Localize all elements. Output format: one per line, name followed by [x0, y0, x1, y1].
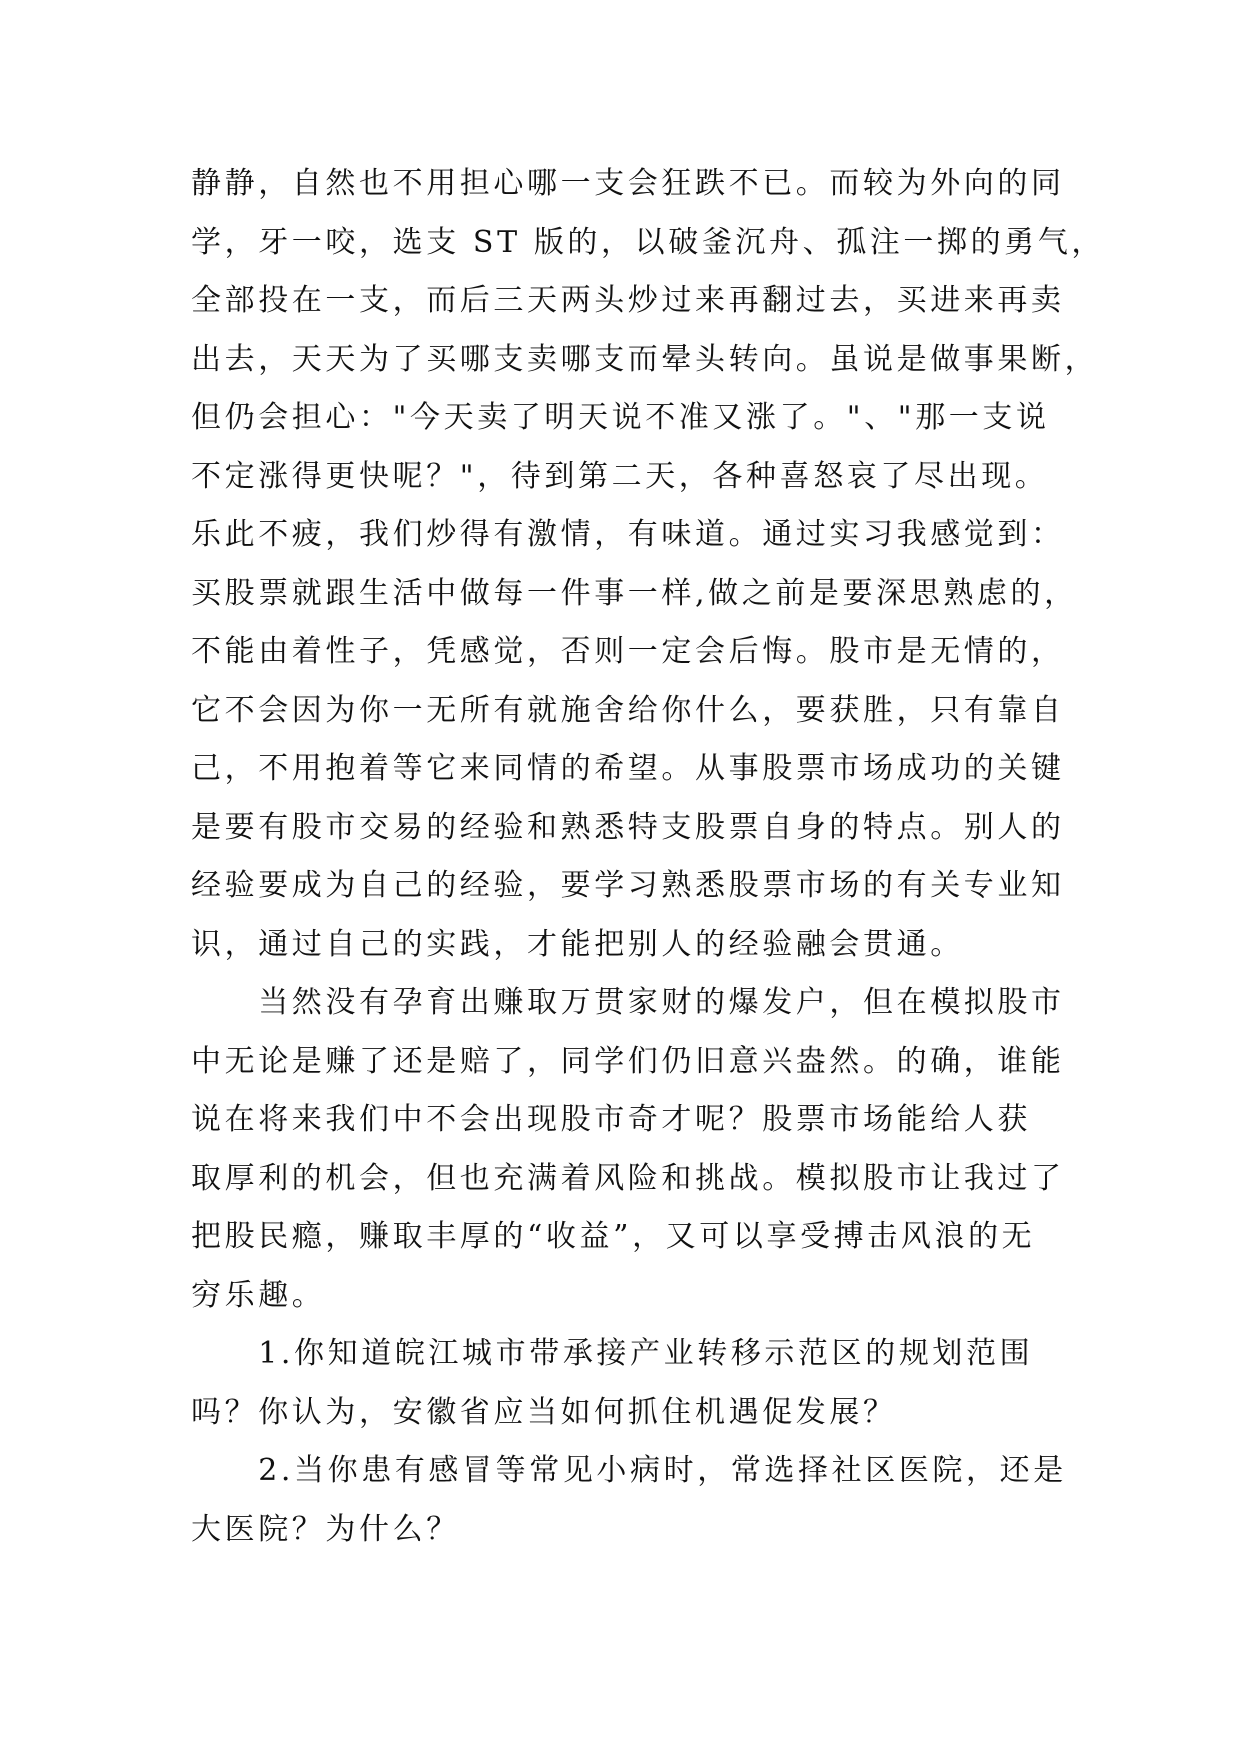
text-line: 大医院？为什么？: [191, 1511, 460, 1547]
text-line: 中无论是赚了还是赔了，同学们仍旧意兴盎然。的确，谁能: [191, 1043, 1065, 1079]
text-line: 学，牙一咬，选支 ST 版的，以破釜沉舟、孤注一掷的勇气，: [191, 224, 1106, 260]
text-line: 当然没有孕育出赚取万贯家财的爆发户，但在模拟股市: [191, 985, 1065, 1020]
text-line: 全部投在一支，而后三天两头炒过来再翻过去，买进来再卖: [191, 283, 1065, 318]
text-line: 穷乐趣。: [191, 1277, 326, 1313]
text-line: 说在将来我们中不会出现股市奇才呢？股票市场能给人获: [191, 1102, 1031, 1137]
text-line: 乐此不疲，我们炒得有激情，有味道。通过实习我感觉到：: [191, 517, 1065, 552]
text-line: 是要有股市交易的经验和熟悉特支股票自身的特点。别人的: [191, 809, 1065, 845]
paragraph-conclusion: [191, 974, 1065, 1325]
text-line: 识，通过自己的实践，才能把别人的经验融会贯通。: [191, 926, 964, 962]
text-line: 它不会因为你一无所有就施舍给你什么，要获胜，只有靠自: [191, 692, 1065, 728]
text-line: 静静，自然也不用担心哪一支会狂跌不已。而较为外向的同: [191, 166, 1065, 201]
text-line: 经验要成为自己的经验，要学习熟悉股票市场的有关专业知: [191, 868, 1065, 903]
text-line: 吗？你认为，安徽省应当如何抓住机遇促发展？: [191, 1394, 897, 1430]
paragraph-stock-experience: [191, 155, 1106, 974]
text-line: 1.你知道皖江城市带承接产业转移示范区的规划范围: [191, 1336, 1034, 1371]
text-line: 2.当你患有感冒等常见小病时，常选择社区医院，还是: [191, 1453, 1067, 1488]
text-line: 取厚利的机会，但也充满着风险和挑战。模拟股市让我过了: [191, 1160, 1065, 1196]
text-line: 不定涨得更快呢？"，待到第二天，各种喜怒哀了尽出现。: [191, 458, 1049, 494]
document-body: [191, 155, 1106, 1559]
question-1: [191, 1325, 1057, 1442]
text-line: 但仍会担心："今天卖了明天说不准又涨了。"、"那一支说: [191, 400, 1050, 435]
text-line: 出去，天天为了买哪支卖哪支而晕头转向。虽说是做事果断，: [191, 341, 1099, 377]
text-line: 买股票就跟生活中做每一件事一样,做之前是要深思熟虑的，: [191, 575, 1078, 611]
text-line: 把股民瘾，赚取丰厚的“收益”，又可以享受搏击风浪的无: [191, 1219, 1036, 1254]
text-line: 己，不用抱着等它来同情的希望。从事股票市场成功的关键: [191, 751, 1065, 786]
question-2: [191, 1442, 1067, 1559]
text-line: 不能由着性子，凭感觉，否则一定会后悔。股市是无情的，: [191, 634, 1065, 669]
